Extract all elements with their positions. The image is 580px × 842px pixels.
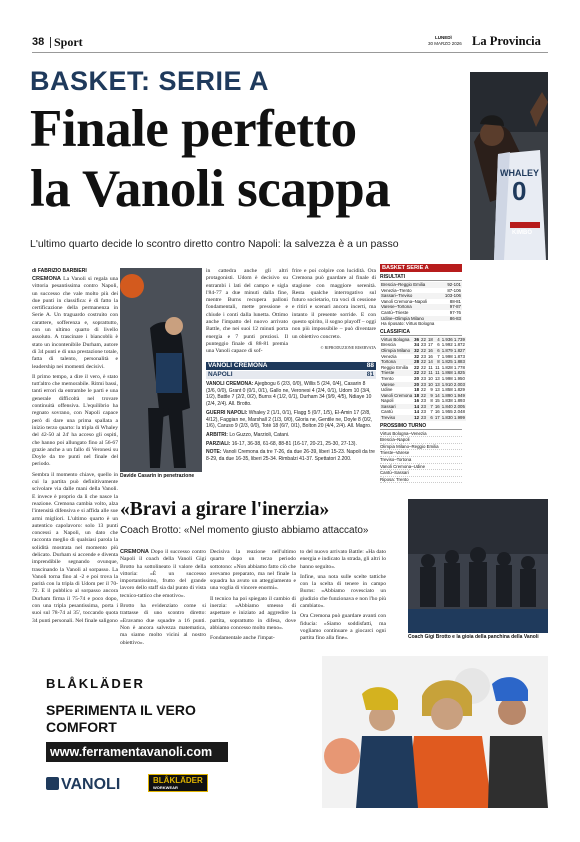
standings-cell: Sassari [380,404,413,410]
classification-header: CLASSIFICA [380,329,462,336]
ad-url[interactable]: www.ferramentavanoli.com [46,742,228,762]
standings-cell: 22 [421,392,426,398]
result-score: 88-81 [449,298,461,304]
standings-cell: 22 [421,359,426,365]
standings-cell: 32 [414,353,420,359]
advertisement [32,656,548,808]
photo-caption: Davide Casarin in penetrazione [120,472,202,480]
standings-cell: 23 [421,415,426,421]
result-match: Sassari–Treviso [380,293,442,299]
standings-cell: 14 [414,403,420,409]
article1-column-2 [206,268,288,359]
photo-casarin [120,268,202,480]
standings-cell: Reggio Emilia [381,364,409,370]
article2-column-2 [210,549,296,646]
notes: NOTE: Vanoli Cremona da tre 7-26, da due 26-39, liberi 15-23. Napoli da tre 8-29, da due 16-35, liberi 25-34. Rimbalzi 41-37. Spettatori 2.200. [206,449,375,463]
standings-cell: 17 [434,415,440,421]
team-illustration [408,499,548,641]
standings-cell: Varese [380,382,413,388]
standings-cell: 1.955 2.048 [441,409,465,415]
next-match: Virtus Bologna–Venezia [380,431,462,438]
team2-name: NAPOLI [208,371,233,378]
standings-cell: 7 [427,404,434,410]
player-illustration [120,268,202,480]
lineup-napoli: GUERRI NAPOLI: Whaley 2 (1/1, 0/1), Flagg 5 (0/7, 1/5), El-Amin 17 (2/8, 4/12), Faggian ne, Marshall 2 (1/3, 0/0), Gloria ne, Gentile ne, Doyle 8 (0/2, 1/6), Caruso 9 (2/3, 0/0), Totè 18 (6/7, 0/1), Bolton 20 (4/4, 2/4). All. Magro. [206,409,373,430]
standings-cell: 11 [428,364,433,370]
standings-cell: Trieste [380,370,413,376]
next-match: Trieste–Varese [380,450,462,457]
result-match: Ha riposato: Virtus Bologna [381,321,435,327]
standings-cell: 32 [414,347,420,353]
paragraph: CREMONA La Vanoli si regala una vittoria pesantissima contro Napoli, un successo che vale molto più dei due punti in classifica: è di fatto la certificazione della permanenza in Serie A. Un traguardo costruito con carattere, sofferenza e, soprattutto, con un ultimo quarto di livello assoluto. A trascinare i biancoblù è stato un incontenibile Durham, autore di 34 punti e di una prestazione totale, fatta di talento, personalità e leadership nei momenti decisivi. [32,276,118,370]
paragraph: Brotto ha evidenziato come si trattasse di uno scontro diretto: «Eravamo due squadre a 16 punti. Non è ancora salvezza matematica, ma siamo molto vicini al nostro obiettivo». [120,603,206,646]
standings-cell: 16 [427,347,433,353]
standings-cell: 28 [414,359,420,365]
section-name: Sport [54,35,83,49]
standings-row [380,415,466,421]
results-header: RISULTATI [380,274,462,281]
standings-cell: 20 [414,381,420,387]
standings-cell: 16 [434,403,440,409]
ad-headline-1: SPERIMENTA IL VERO [46,702,196,718]
result-match: Cantù–Trieste [381,309,409,315]
paragraph: Fondamentale anche l'impat- [210,635,275,642]
standings-cell: 1.879 1.827 [441,347,465,353]
photo-caption: Coach Gigi Brotto e la gioia della panchina della Vanoli [408,633,548,641]
byline [32,268,87,274]
copyright: © RIPRODUZIONE RISERVATA [320,344,376,350]
next-match: Cantù–Sassari [380,470,462,477]
next-match: Riposa: Trento [380,477,462,484]
standings-cell: 20 [414,375,420,381]
standings-cell: 13 [434,381,440,387]
standings-cell: 7 [430,409,433,415]
standings-cell: Treviso [380,415,413,421]
header-date: 30 MARZO 2026 [428,41,462,46]
article2-column-3 [300,549,386,646]
standings-cell: 11 [428,370,433,376]
result-row [380,321,462,327]
next-round-header: PROSSIMO TURNO [380,423,462,430]
dateline: CREMONA [120,549,149,555]
photo-bench [408,499,548,641]
standings-row [380,348,466,354]
score-row-team2 [206,371,376,379]
standings-cell: 23 [421,381,426,387]
result-score: 87-106 [447,287,461,293]
next-match: Brescia–Napoli [380,437,462,444]
paragraph: Infine, una nota sulle scelte tattiche con la scelta di tenere in campo Burns: «Abbiamo rovesciato un giudizio che funzionava e non l'ho più cambiato». [300,573,386,610]
result-match: Udine–Olimpia Milano [380,316,442,322]
result-score: 97-76 [449,309,461,315]
byline-text: di FABRIZIO BARBIERI [32,268,87,274]
standings-cell: 22 [421,387,426,393]
standings-cell: Venezia [381,353,397,359]
ad-brand: BLÅKLÄDER [46,676,145,691]
dateline: CREMONA [32,276,61,282]
standings-cell: 10 [427,381,433,387]
standings-cell: 11 [435,370,440,376]
standings-cell: 13 [434,375,440,381]
results-table [380,282,462,327]
standings-cell: 1.992 1.872 [441,342,465,348]
standings-cell: 23 [421,353,426,359]
header-day: LUNEDÌ [435,35,452,40]
standings-cell: Tortona [380,359,413,365]
standings-cell: Brescia [381,342,396,348]
standings-cell: 22 [421,370,426,376]
standings-cell: 14 [414,409,420,415]
subheadline: L'ultimo quarto decide lo scontro diretto contro Napoli: la salvezza è a un passo [30,238,399,250]
standings-cell: 23 [421,375,426,381]
standings-cell: Cantù [381,409,393,415]
standings-cell: 12 [414,415,420,421]
next-match: Treviso–Tortona [380,457,462,464]
lineup-cremona: VANOLI CREMONA: Ajegbogu 6 (2/3, 0/0), Willis 5 (2/4, 0/4), Casarin 8 (3/6, 0/0), Grant 0 (0/1, 0/1), Gallo ne, Veronesi 4 (2/4, 0/1), Udom 10 (3/4, 1/2), Battle 7 (2/2, 0/2), Burns 4 (1/2, 0/1), Durham 34 (9/9, 4/5), Ndiaye 10 (2/4, 2/4). All. Brotto. [206,381,372,408]
paragraph: Ora Cremona può guardare avanti con fiducia: «Siamo soddisfatti, ma vogliamo continuare a giocarci ogni partita fino alla fine». [300,613,386,642]
page-header [32,34,548,53]
standings-cell: Olimpia Milano [380,348,413,354]
vanoli-icon [46,777,59,790]
jersey-sponsor: KIMBO [512,230,532,236]
standings-cell: 4 [434,337,441,343]
standings-cell: 23 [421,403,426,409]
team1-name: VANOLI CREMONA [208,362,268,369]
referees: ARBITRI: Lo Guzzo, Marzioli, Catani. [206,431,290,438]
standings-cell: Trento [381,375,394,381]
result-match: Vanoli Cremona–Napoli [381,298,428,304]
paragraph: frire e poi colpire con lucidità. Ora Cremona può guardare al finale di stagione con maggiore serenità. Resta qualche interrogativo sul futuro societario, tra voci di cessione e ritiri e scenari ancora incerti, ma intanto il presente sorride. E con questo spirito, il sogno playoff – oggi non più impossibile – può diventare un obiettivo concreto. [292,268,376,340]
standings-cell: 8 [434,359,441,365]
section-divider [50,37,51,48]
standings-cell: 1.890 1.949 [441,392,465,398]
standings-cell: 34 [414,342,420,348]
standings-cell: 8 [430,398,433,404]
masthead-logo: La Provincia [472,34,541,48]
next-round-list [380,431,462,484]
standings-cell: 18 [427,336,433,342]
result-match: Brescia–Reggio Emilia [380,282,442,288]
standings-cell: 22 [414,364,420,370]
next-match: Olimpia Milano–Reggio Emilia [380,444,462,451]
standings-row [380,359,466,365]
standings-cell: 14 [427,359,433,365]
article2-subtitle: Coach Brotto: «Nel momento giusto abbiamo attaccato» [120,525,369,536]
ad-headline-2: COMFORT [46,719,117,735]
ad-logo-vanoli: VANOLI [46,776,120,794]
headline-line-1: Finale perfetto [30,100,357,158]
result-score: 86-83 [442,316,462,322]
classification-table [380,337,466,421]
page-number: 38 [32,36,45,48]
partials: PARZIALI: 16-17, 36-38, 61-68, 88-81 (16-17, 20-21, 25-30, 27-13). [206,440,357,447]
standings-cell: 6 [434,348,441,354]
standings-cell: 22 [421,347,426,353]
standings-title: BASKET SERIE A [380,264,462,272]
score-row-team1 [206,362,376,370]
standings-cell: 1.936 1.739 [441,336,465,342]
ad-logo-blaklader: BLÅKLÄDER WORKWEAR [148,774,208,792]
result-match: Venezia–Trento [381,287,412,293]
score-box [206,362,376,463]
standings-cell: 14 [434,392,440,398]
standings-box [380,264,465,483]
ad-workers-image [322,656,548,808]
team2-score: 81 [366,371,374,378]
standings-cell: Napoli [381,398,394,404]
standings-cell: 18 [414,387,420,393]
standings-cell: 1.868 1.825 [441,370,465,376]
headline-line-2: la Vanoli scappa [30,160,391,218]
standings-cell: 1.828 1.778 [441,364,465,370]
team1-score: 88 [366,362,374,369]
standings-cell: 1.825 1.883 [441,359,465,365]
player-illustration [470,72,548,260]
standings-cell: 9 [430,387,433,393]
standings-cell: 6 [437,342,440,348]
standings-cell: Virtus Bologna [380,337,413,343]
photo-player-napoli [470,72,548,260]
standings-cell: 16 [427,353,433,359]
result-score: 92-101 [442,282,462,288]
standings-cell: Vanoli Cremona [381,392,413,398]
standings-cell: 1.858 1.829 [441,387,465,393]
standings-cell: 23 [421,398,426,404]
standings-cell: 1.910 2.003 [441,381,465,387]
result-match: Varese–Tortona [380,304,442,310]
standings-row [380,376,466,382]
standings-cell: 18 [414,392,420,398]
standings-cell: 13 [434,387,440,393]
standings-cell: 1.998 1.873 [441,353,465,359]
paragraph: in cattedra anche gli altri protagonisti. Udom è decisivo su entrambi i lati del campo e sigla l'84-77 a due minuti dalla fine, mentre Burns recupera palloni fondamentali, mette pressione e chiude i conti dalla lunetta. Ottimo anche l'impatto del nuovo arrivato Battle, che nei suoi 12 minuti porta energia e 7 punti preziosi. Il punteggio finale di 88-81 premia una Vanoli capace di sof- [206,268,288,355]
standings-cell: 10 [427,375,433,381]
standings-cell: 9 [427,393,434,399]
article2-title: «Bravi a girare l'inerzia» [120,499,330,520]
standings-cell: 22 [421,364,426,370]
result-row [380,282,462,288]
standings-cell: 6 [427,415,434,421]
standings-cell: 23 [421,342,426,348]
standings-cell: 1.838 1.893 [441,398,465,404]
jersey-name: WHALEY [500,168,539,178]
standings-cell: 1.840 2.005 [441,403,465,409]
jersey-number: 0 [512,176,527,206]
kicker: BASKET: SERIE A [30,66,270,96]
standings-cell: 7 [437,353,440,359]
paragraph: CREMONA Dopo il successo contro Napoli il coach della Vanoli Gigi Brotto ha sottolineato il valore della vittoria: «È un successo importantissimo, frutto del grande lavoro dello staff sia dal punto di vista tecnico-tattico che emotivo». [120,549,206,599]
paragraph: Sembra il momento chiave, quello in cui la partita può definitivamente scivolare via dalle mani della Vanoli. E invece è proprio da lì che nasce la reazione. Cremona cambia volto, alza l'intensità difensiva e si affida alle sue armi migliori. L'ultimo quarto è un autentico capolavoro: solo 13 punti concessi a Napoli, un dato che racconta meglio di qualsiasi parola la solidità mostrata nel momento più delicato. Durham si accende e diventa imprendibile segnando ovunque, trascinando la Vanoli al sorpasso. La Vanoli torna fino al -2 e poi trova la parità con la tripla di Udom per il 70-72. E il pubblico al sorpasso ancora Durham firma il 75-74 e poco dopo, con una tripla pesantissima, porta i suoi sul 78-74 al 35', toccando quota 34 punti personali. Nel finale saligono [32,471,118,624]
standings-cell: 16 [434,409,440,415]
standings-cell: Udine [381,387,393,393]
standings-cell: 1.830 1.999 [441,415,465,421]
standings-cell: 22 [414,370,420,376]
standings-cell: 23 [421,409,426,415]
paragraph: Il tecnico ha poi spiegato il cambio di inerzia: «Abbiamo smesso di aspettare e iniziato ad aggredire la partita, soprattutto in difesa, dove abbiamo concesso molto meno». [210,595,296,631]
standings-cell: 16 [414,398,420,404]
article1-column-3 [292,268,376,354]
standings-cell: 36 [414,336,420,342]
paragraph: Decisiva la reazione nell'ultimo quarto dopo un terzo periodo sottotono: «Non abbiamo fatto ciò che avevamo preparato, ma nel finale la squadra ha avuto un atteggiamento e una voglia di vincere enormi». [210,549,296,592]
standings-cell: 15 [434,398,440,404]
next-match: Vanoli Cremona–Udine [380,464,462,471]
standings-cell: 22 [421,336,426,342]
result-score [442,321,462,327]
paragraph: to del nuovo arrivato Battle: «Ha dato energia e indicato la strada, gli altri lo hanno seguito». [300,549,386,570]
standings-cell: 1.998 1.950 [441,375,465,381]
article2-column-1 [120,549,206,650]
article1-column-1 [32,276,118,628]
standings-cell: 17 [427,342,433,348]
result-score: 103-106 [442,293,462,299]
paragraph: Il primo tempo, a dire il vero, è stato tutt'altro che memorabile. Ritmi bassi, tanti errori da entrambe le parti e una generale difficoltà nel trovare continuità offensiva. L'equilibrio ha regnato sovrano, con Napoli capace però di dare una prima spallata a inizio terzo quarto: la tripla di Whaley del 42-50 al 24' ha acceso gli ospiti, che hanno poi allungato fino al 56-67 grazie anche a un fallo di Veronesi su Doyle da tre punti nel finale del periodo. [32,373,118,468]
score-details [206,381,376,463]
standings-cell: 11 [435,364,440,370]
result-score: 97-87 [442,304,462,310]
